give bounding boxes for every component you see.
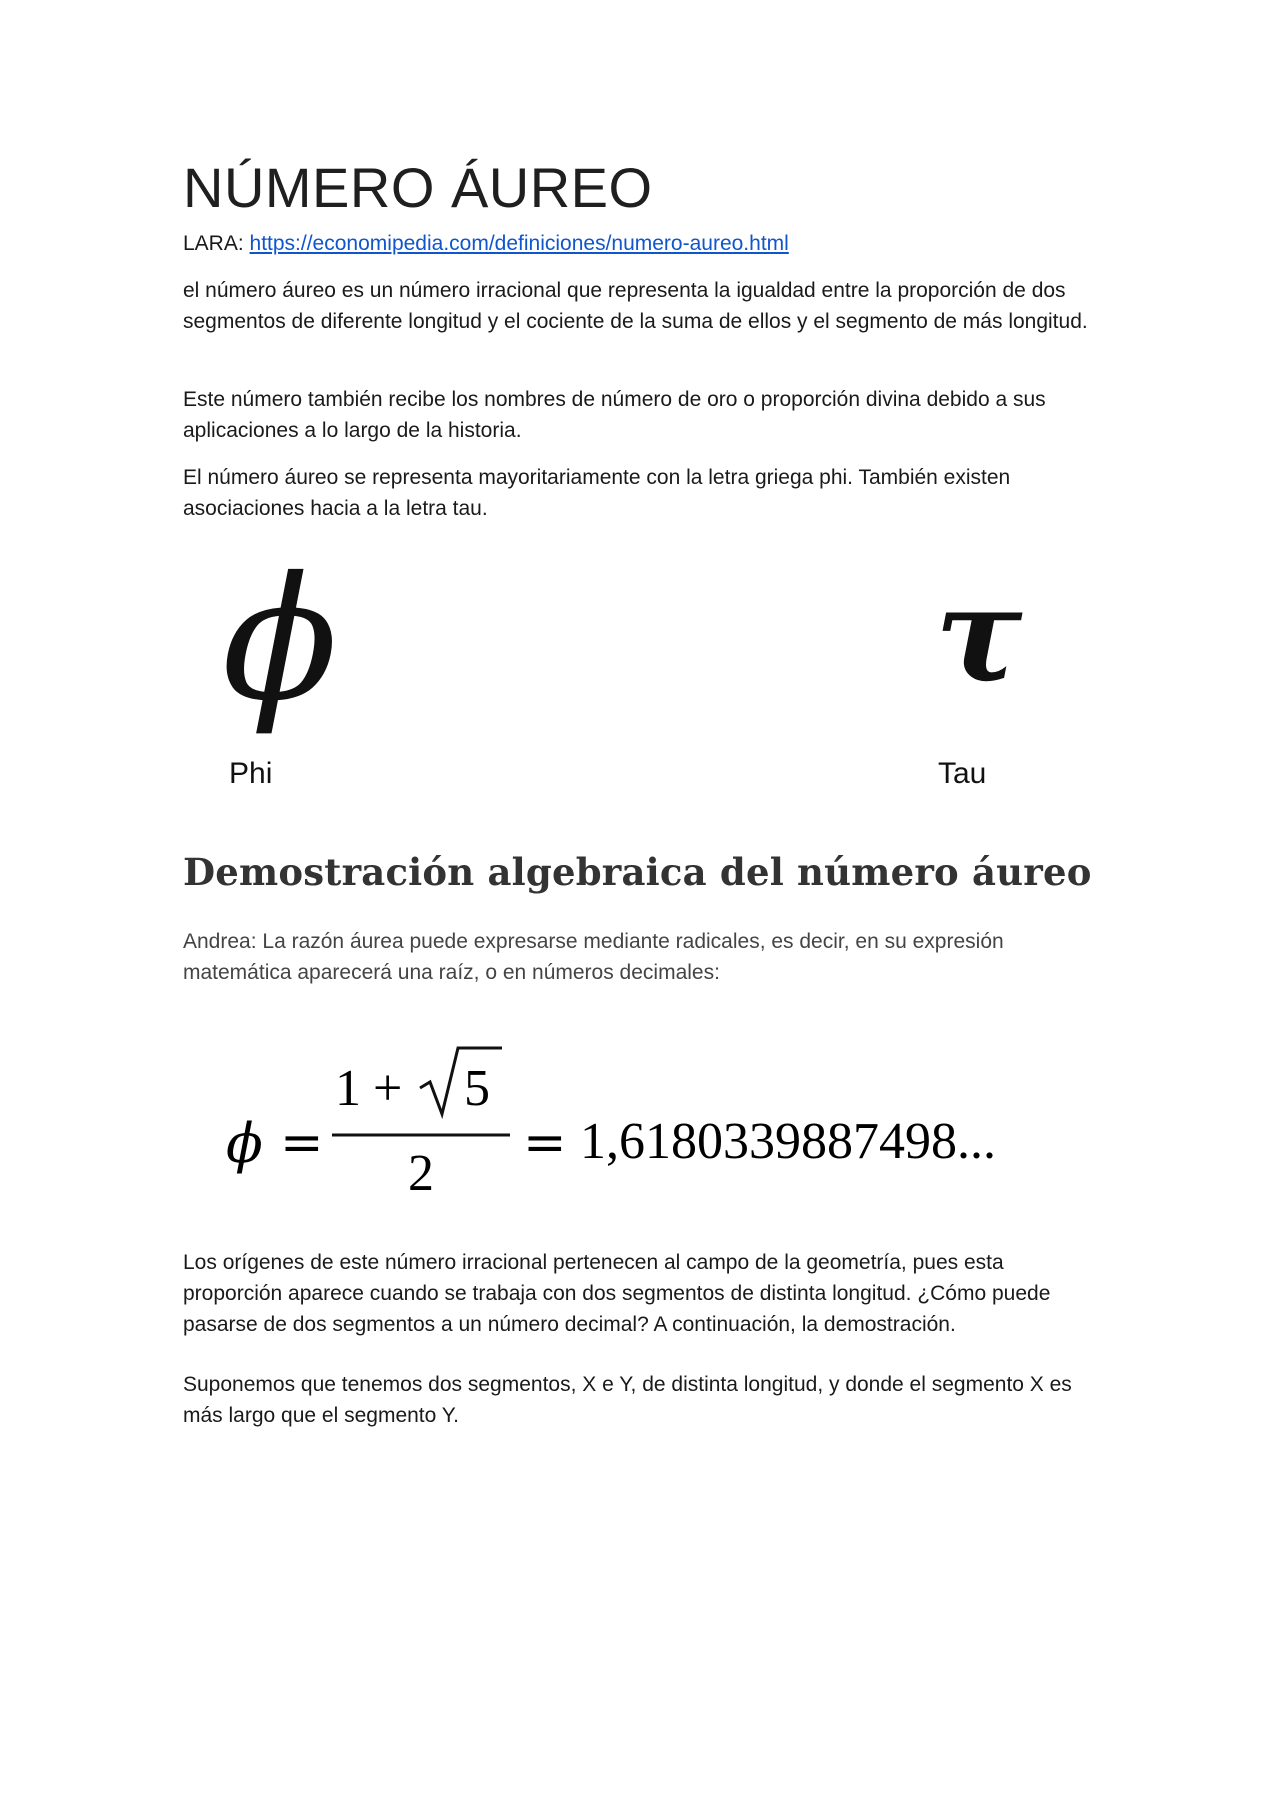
source-prefix: LARA: — [183, 232, 250, 255]
formula-equals-1: = — [280, 1113, 324, 1173]
formula-phi: ϕ — [226, 1112, 263, 1175]
formula-denominator: 2 — [408, 1145, 434, 1200]
paragraph-symbols: El número áureo se representa mayoritariamente con la letra griega phi. También existen asociaciones hacia a la letra tau. — [183, 466, 1011, 520]
section-heading: Demostración algebraica del número áureo — [183, 850, 1092, 894]
paragraph-origins: Los orígenes de este número irracional pertenecen al campo de la geometría, pues esta proporción aparece cuando se trabaja con dos segmentos de distinta longitud. ¿Cómo puede pasarse de dos segmentos a un número decimal? A continuación, la demostración. — [183, 1251, 1051, 1336]
phi-symbol-icon: ϕ — [222, 541, 338, 739]
page-title: NÚMERO ÁUREO — [183, 156, 653, 219]
formula-plus: + — [373, 1060, 403, 1117]
paragraph-definition: el número áureo es un número irracional que representa la igualdad entre la proporción de dos segmentos de diferente longitud y el cociente de la suma de ellos y el segmento de más longitud. — [183, 279, 1088, 333]
formula-radicand: 5 — [464, 1060, 490, 1117]
formula-numerator-one: 1 — [335, 1060, 361, 1117]
source-line — [183, 230, 789, 257]
paragraph-names: Este número también recibe los nombres de número de oro o proporción divina debido a sus aplicaciones a lo largo de la historia. — [183, 388, 1046, 442]
tau-symbol-icon: τ — [935, 558, 1023, 711]
source-link[interactable]: https://economipedia.com/definiciones/numero-aureo.html — [249, 232, 789, 255]
paragraph-segments: Suponemos que tenemos dos segmentos, X e Y, de distinta longitud, y donde el segmento X es más largo que el segmento Y. — [183, 1373, 1072, 1427]
formula-value: 1,6180339887498... — [580, 1113, 996, 1170]
tau-label: Tau — [938, 757, 987, 790]
formula-equals-2: = — [523, 1113, 567, 1173]
phi-label: Phi — [229, 757, 273, 790]
golden-ratio-formula — [220, 1040, 1040, 1200]
paragraph-intro: Andrea: La razón áurea puede expresarse mediante radicales, es decir, en su expresión matemática aparecerá una raíz, o en números decimales: — [183, 930, 1004, 984]
